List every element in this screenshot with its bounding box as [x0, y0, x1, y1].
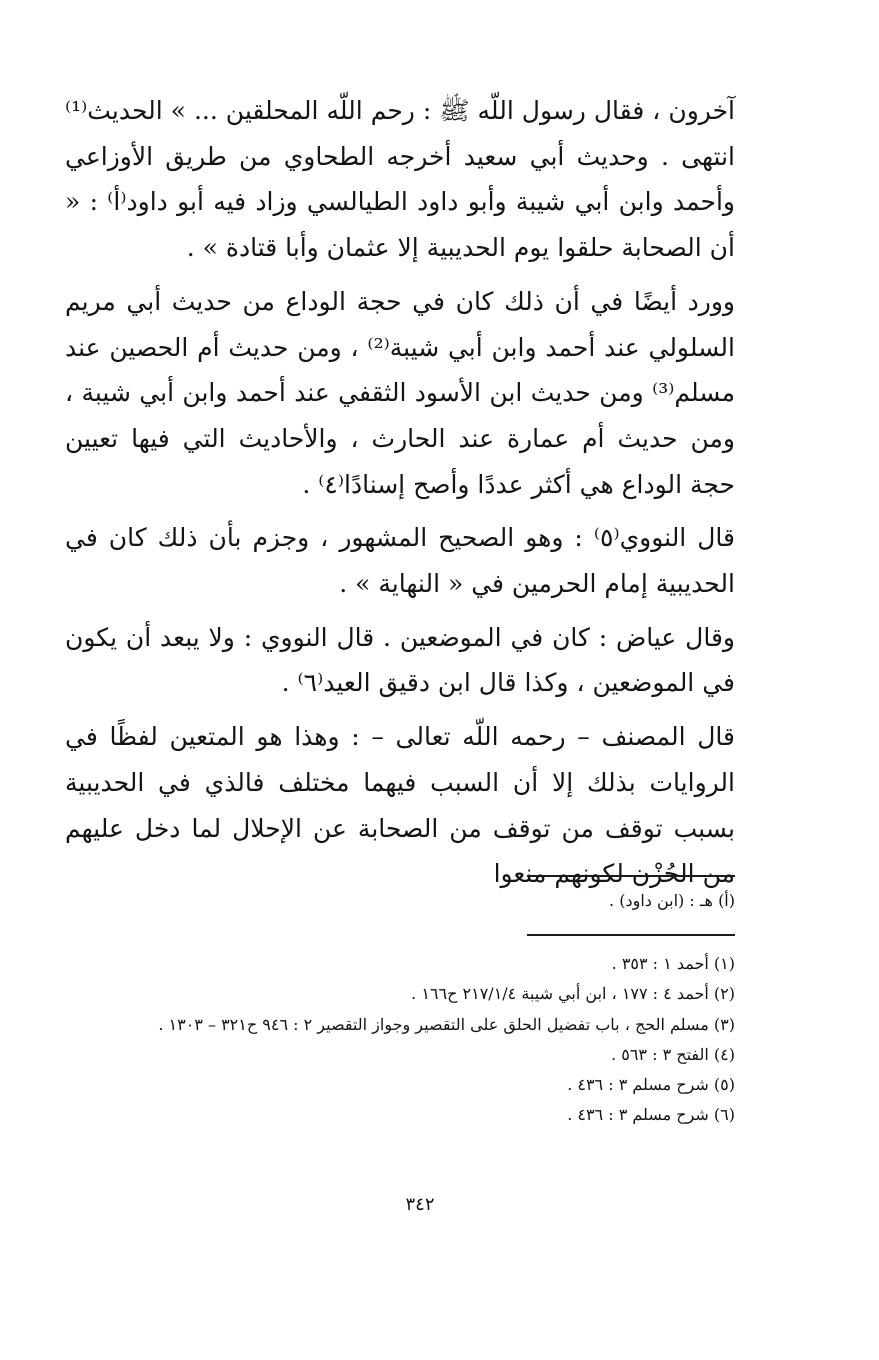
footnote: (٤) الفتح ٣ : ٥٦٣ . [611, 1044, 735, 1064]
footnote: (٣) مسلم الحج ، باب تفضيل الحلق على التقصير وجواز التقصير ٢ : ٩٤٦ ح٣٢١ – ١٣٠٣ . [158, 1014, 735, 1034]
separator-rule [527, 875, 735, 877]
manuscript-notes [65, 888, 735, 918]
footnote: (٥) شرح مسلم ٣ : ٤٣٦ . [567, 1075, 735, 1095]
main-text [65, 88, 735, 905]
paragraph: قال المصنف – رحمه اللّه تعالى – : وهذا هو المتعين لفظًا في الروايات بذلك إلا أن السبب فيهما مختلف فالذي في الحديبية بسبب توقف من توقف من الصحابة عن الإحلال لما دخل عليهم من الحُزْن لكونهم منعوا [65, 722, 735, 889]
paragraph: وقال عياض : كان في الموضعين . قال النووي : ولا يبعد أن يكون في الموضعين ، وكذا قال ابن دقيق العيد⁽٦⁾ . [65, 622, 735, 698]
footnotes [65, 951, 735, 1133]
paragraph: آخرون ، فقال رسول اللّه ﷺ : رحم اللّه المحلقين ... » الحديث⁽¹⁾ انتهى . وحديث أبي سعيد أخرجه الطحاوي من طريق الأوزاعي وأحمد وابن أبي شيبة وأبو داود الطيالسي وزاد فيه أبو داود⁽أ⁾ : « أن الصحابة حلقوا يوم الحديبية إلا عثمان وأبا قتادة » . [65, 96, 735, 263]
paragraph: وورد أيضًا في أن ذلك كان في حجة الوداع من حديث أبي مريم السلولي عند أحمد وابن أبي شيبة⁽²⁾ ، ومن حديث أم الحصين عند مسلم⁽³⁾ ومن حديث ابن الأسود الثقفي عند أحمد وابن أبي شيبة ، ومن حديث أم عمارة عند الحارث ، والأحاديث التي فيها تعيين حجة الوداع هي أكثر عددًا وأصح إسنادًا⁽٤⁾ . [65, 286, 735, 499]
page-number: ٣٤٢ [405, 1194, 435, 1215]
footnote: (١) أحمد ١ : ٣٥٣ . [611, 954, 735, 973]
paragraph: قال النووي⁽٥⁾ : وهو الصحيح المشهور ، وجزم بأن ذلك كان في الحديبية إمام الحرمين في « النهاية » . [65, 523, 735, 599]
footnote: (٢) أحمد ٤ : ١٧٧ ، ابن أبي شيبة ٢١٧/١/٤ ح١٦٦ . [411, 984, 735, 1004]
footnote: (٦) شرح مسلم ٣ : ٤٣٦ . [567, 1105, 735, 1125]
separator-rule [527, 934, 735, 936]
manuscript-note: (أ) هـ : (ابن داود) . [609, 891, 735, 910]
